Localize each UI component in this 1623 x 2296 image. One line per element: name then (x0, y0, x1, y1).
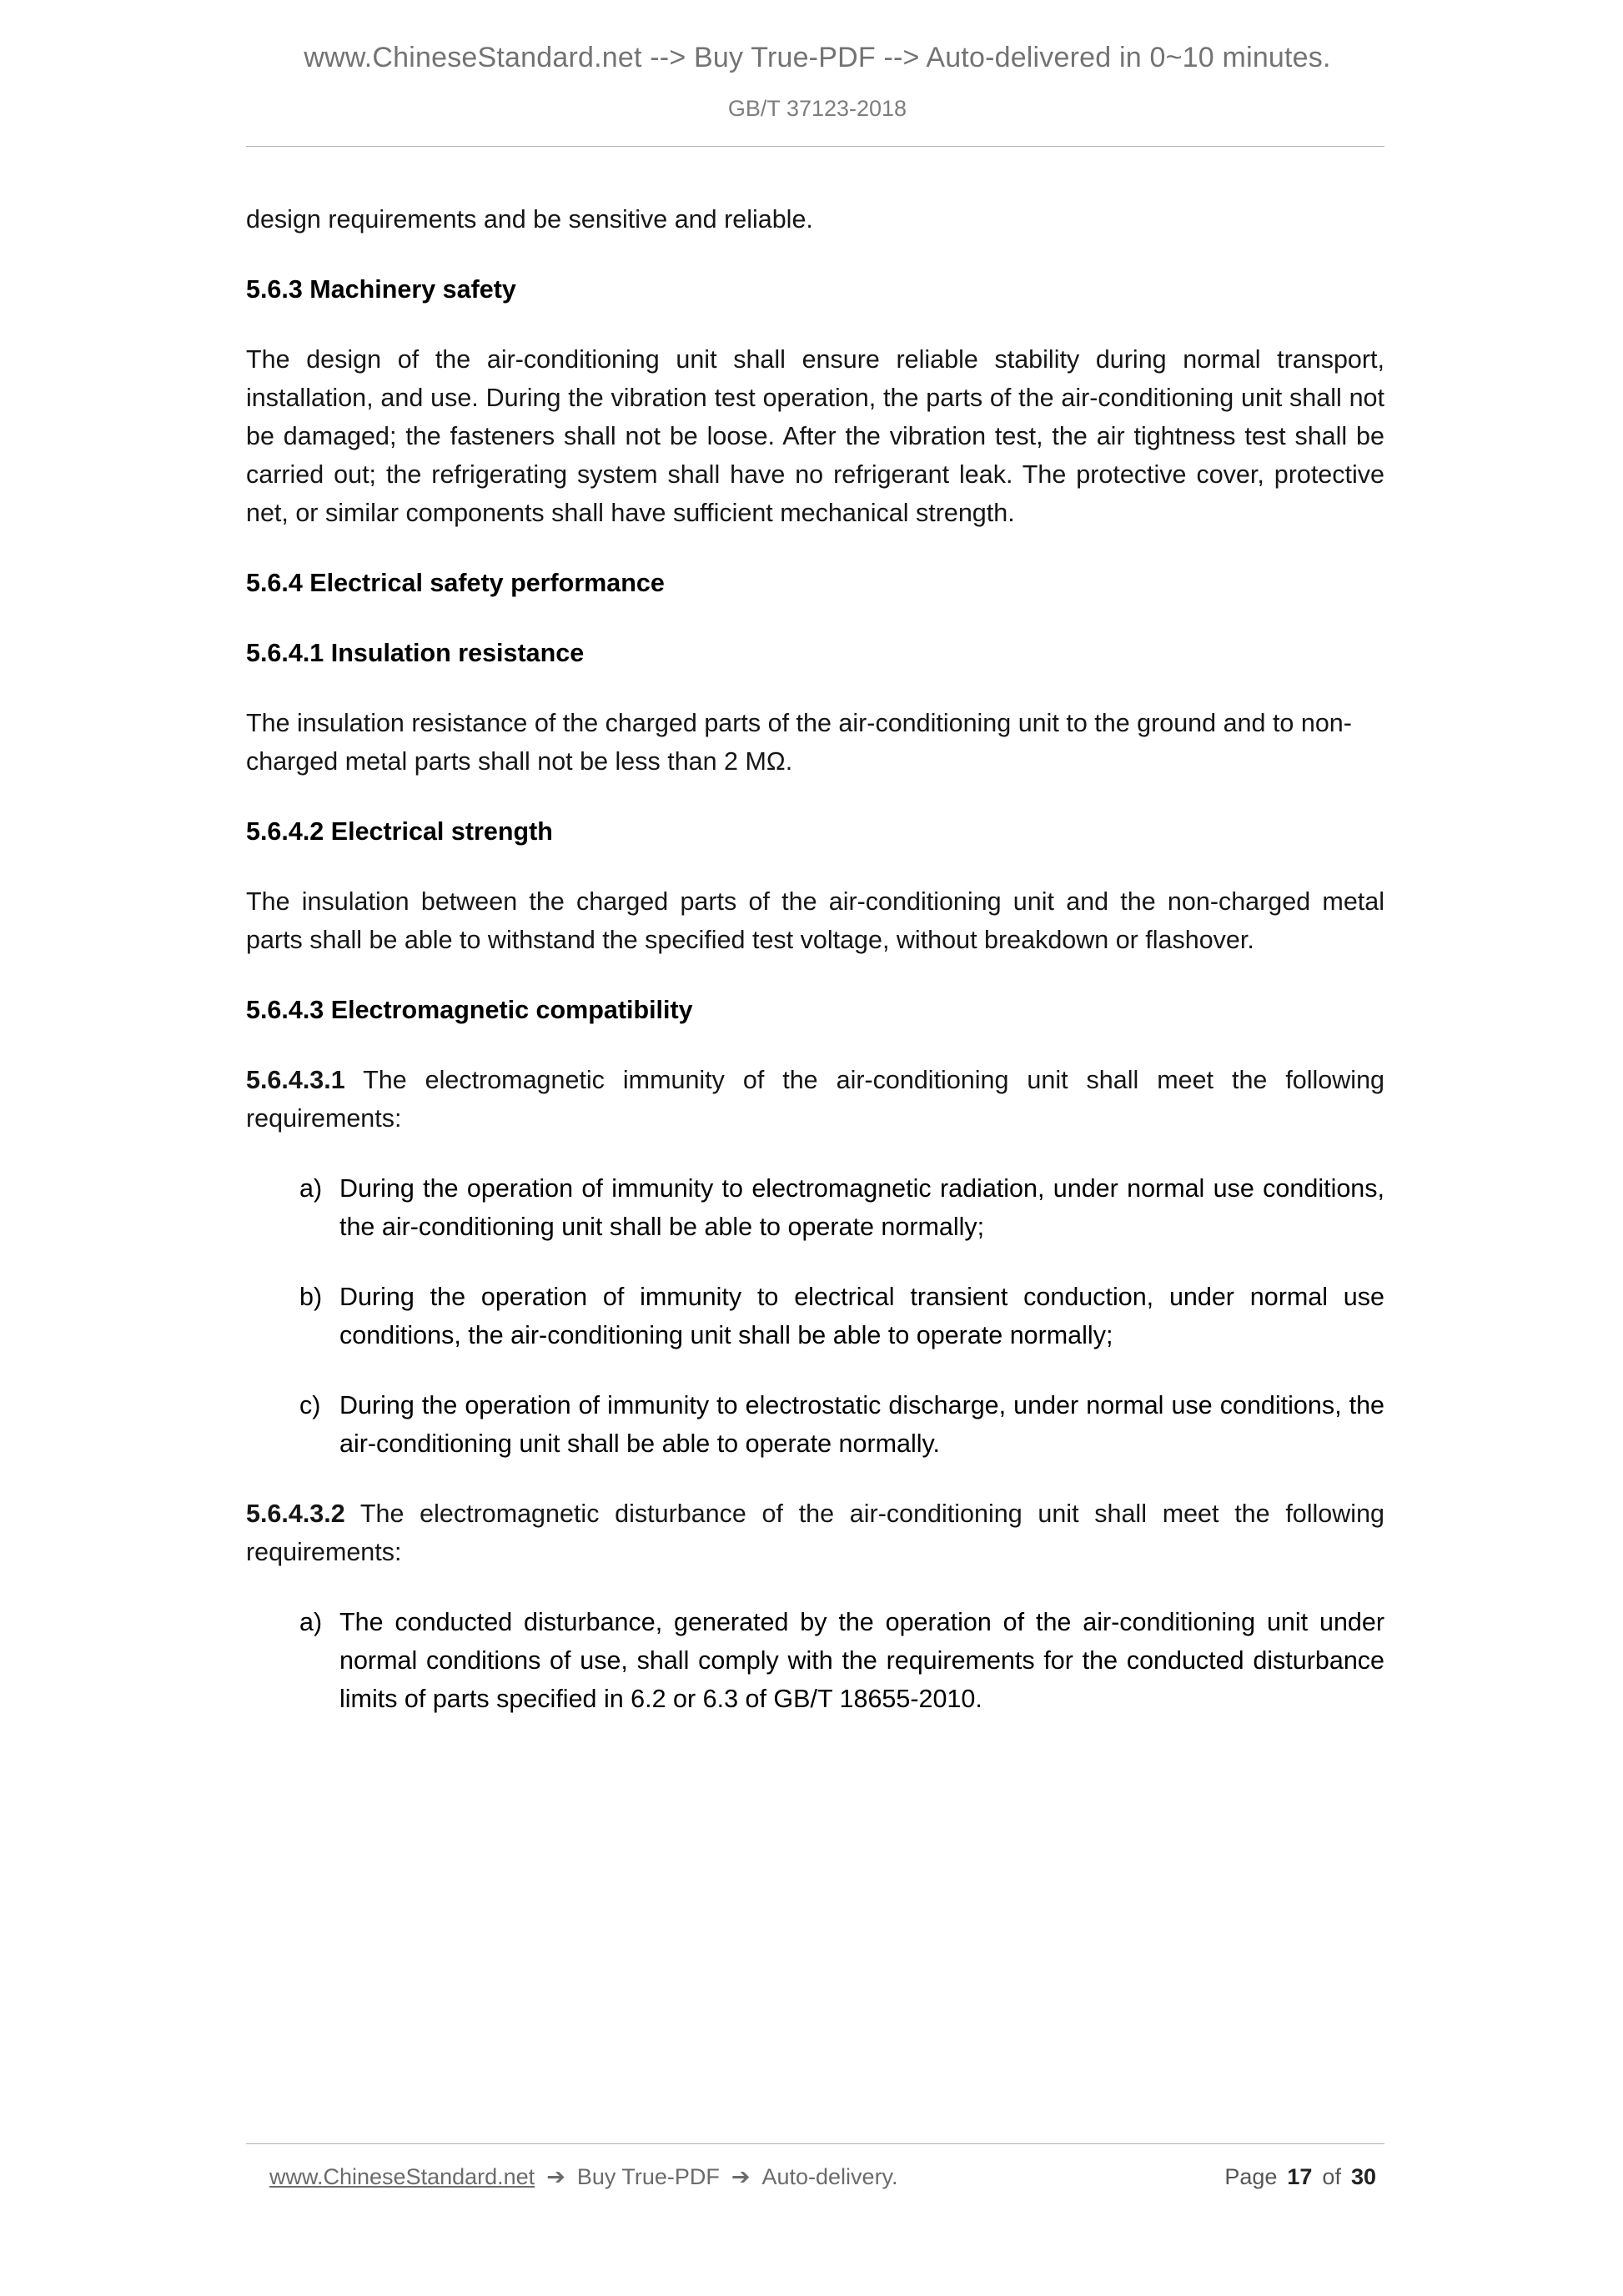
list-item-text: The conducted disturbance, generated by the operation of the air-conditioning unit under normal conditions of use, shall comply with the requirements for the conducted disturbance limits of parts specified in 6.2 or 6.3 of GB/T 18655-2010. (339, 1608, 1384, 1713)
total-pages: 30 (1350, 2164, 1376, 2189)
arrow-right-icon: ➔ (731, 2164, 751, 2190)
list-item (246, 1278, 1384, 1354)
paragraph-5-6-4-3-1 (246, 1061, 1384, 1138)
list-item (246, 1386, 1384, 1463)
paragraph-5-6-4-2: The insulation between the charged parts of the air-conditioning unit and the non-charged metal parts shall be able to withstand the specified test voltage, without breakdown or flashover. (246, 887, 1384, 954)
footer-site-link[interactable]: www.ChineseStandard.net (269, 2164, 535, 2189)
clause-number-5-6-4-3-1: 5.6.4.3.1 (246, 1066, 345, 1094)
footer-buy-label: Buy True-PDF (576, 2164, 720, 2189)
footer-divider (246, 2143, 1384, 2144)
footer-promo (269, 2164, 898, 2190)
list-item-text: During the operation of immunity to electrical transient conduction, under normal use conditions, the air-conditioning unit shall be able to operate normally; (339, 1283, 1384, 1349)
header-divider (246, 146, 1384, 147)
clause-text-5-6-4-3-1: The electromagnetic immunity of the air-conditioning unit shall meet the following requirements: (246, 1066, 1384, 1133)
list-item-text: During the operation of immunity to electromagnetic radiation, under normal use conditions, the air-conditioning unit shall be able to operate normally; (339, 1174, 1384, 1241)
page-label: Page (1224, 2164, 1278, 2189)
page-number: 17 (1287, 2164, 1313, 2189)
heading-5-6-4-2: 5.6.4.2 Electrical strength (246, 817, 553, 846)
list-item (246, 1603, 1384, 1718)
heading-5-6-4: 5.6.4 Electrical safety performance (246, 569, 665, 597)
heading-5-6-4-1: 5.6.4.1 Insulation resistance (246, 639, 585, 667)
list-item (246, 1169, 1384, 1246)
clause-number-5-6-4-3-2: 5.6.4.3.2 (246, 1500, 345, 1528)
document-body (246, 200, 1384, 1750)
header-promo-text: www.ChineseStandard.net --> Buy True-PDF --> Auto-delivered in 0~10 minutes. (304, 42, 1331, 73)
footer-delivery-label: Auto-delivery. (761, 2164, 898, 2189)
list-marker: a) (299, 1608, 323, 1636)
paragraph-5-6-4-1: The insulation resistance of the charged parts of the air-conditioning unit to the ground and to non-charged metal parts shall not be less than 2 MΩ. (246, 709, 1352, 776)
list-marker: b) (299, 1283, 323, 1311)
paragraph-5-6-4-3-2 (246, 1495, 1384, 1571)
clause-text-5-6-4-3-2: The electromagnetic disturbance of the air-conditioning unit shall meet the following requirements: (246, 1500, 1384, 1566)
heading-5-6-4-3: 5.6.4.3 Electromagnetic compatibility (246, 996, 693, 1024)
list-marker: c) (299, 1391, 321, 1419)
heading-5-6-3: 5.6.3 Machinery safety (246, 275, 516, 304)
paragraph-intro-continued: design requirements and be sensitive and reliable. (246, 205, 813, 234)
page-footer (246, 2164, 1384, 2190)
footer-pagination (1224, 2164, 1376, 2190)
list-marker: a) (299, 1174, 323, 1203)
arrow-right-icon: ➔ (546, 2164, 565, 2190)
of-label: of (1322, 2164, 1341, 2189)
paragraph-5-6-3: The design of the air-conditioning unit shall ensure reliable stability during normal transport, installation, and use. During the vibration test operation, the parts of the air-conditioning unit shall not be damaged; the fasteners shall not be loose. After the vibration test, the air tightness test shall be carried out; the refrigerating system shall have no refrigerant leak. The protective cover, protective net, or similar components shall have sufficient mechanical strength. (246, 345, 1384, 527)
header-standard-id: GB/T 37123-2018 (727, 96, 907, 121)
list-item-text: During the operation of immunity to electrostatic discharge, under normal use conditions, the air-conditioning unit shall be able to operate normally. (339, 1391, 1384, 1458)
